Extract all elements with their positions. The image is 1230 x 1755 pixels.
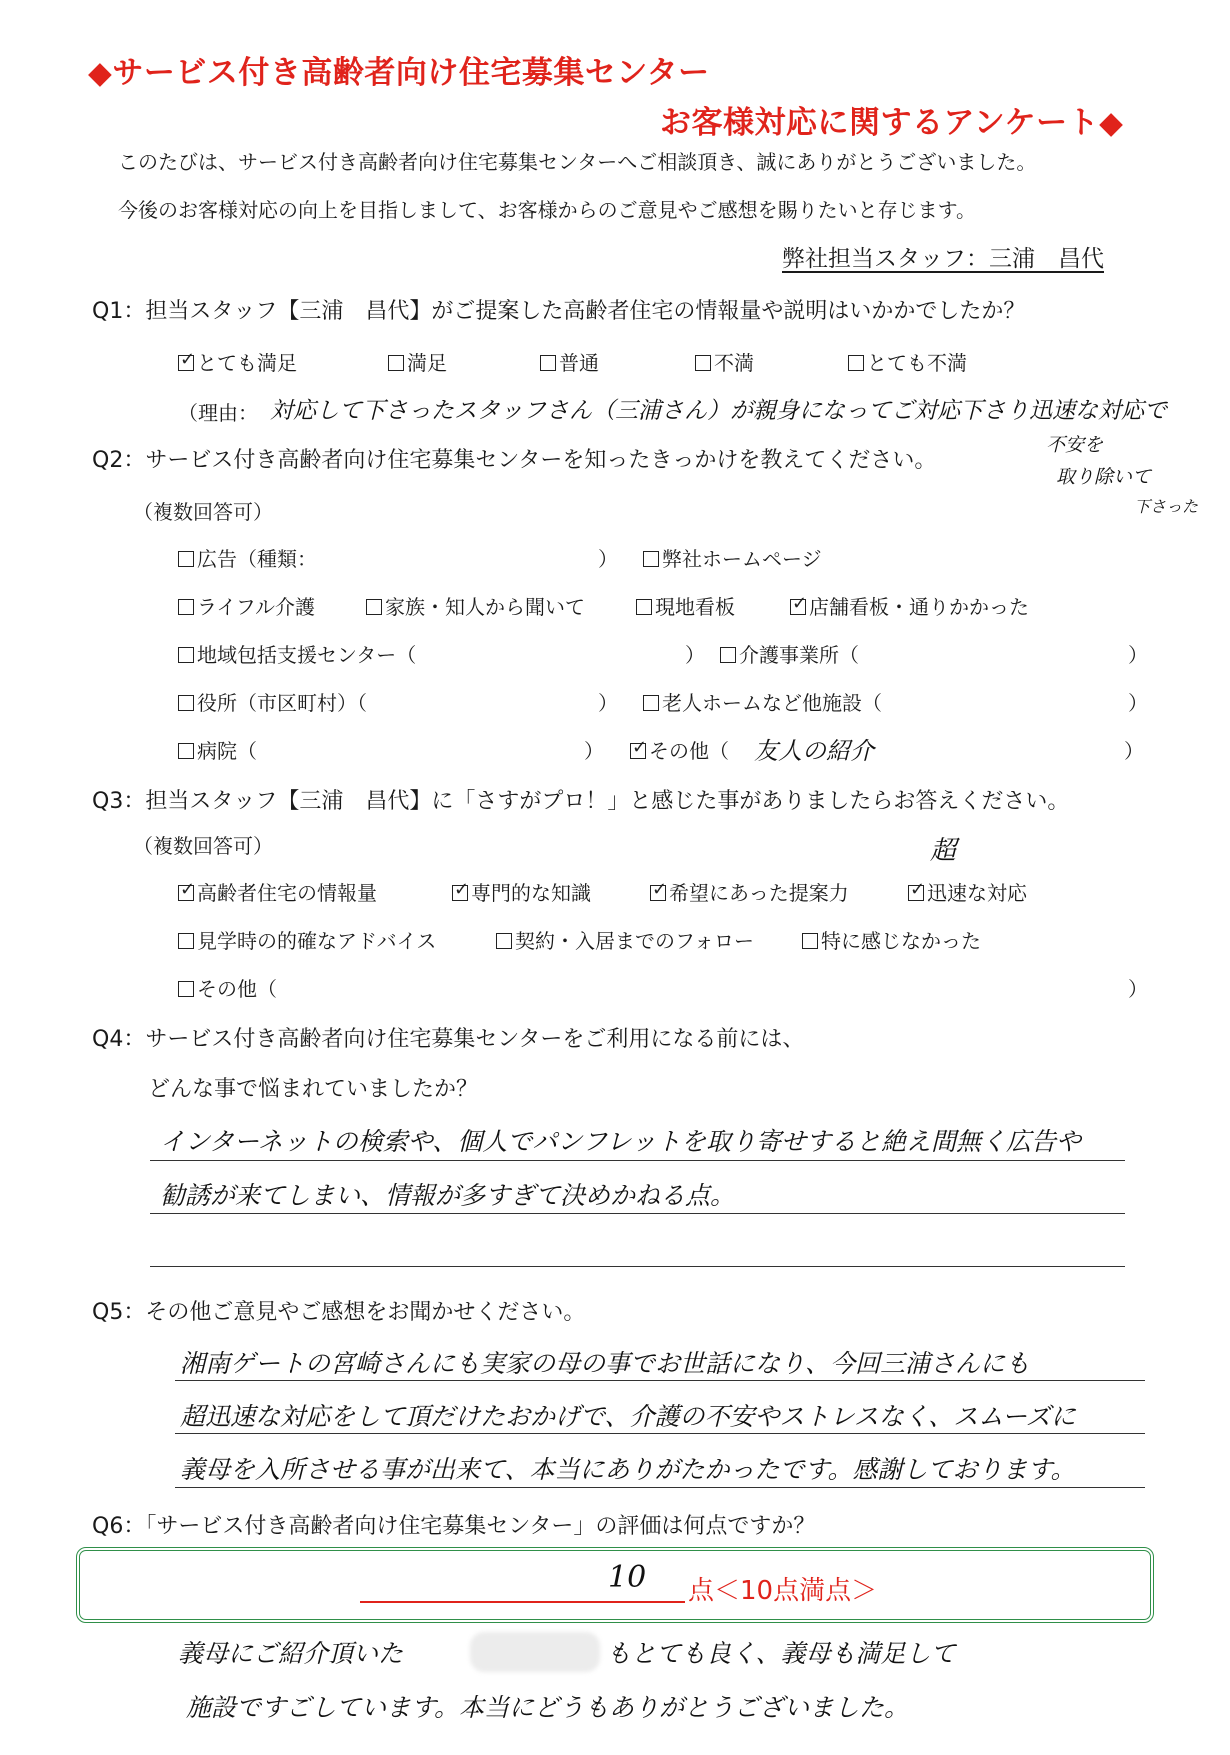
q2-other-answer: 友人の紹介	[754, 737, 874, 765]
q1-reason-cont2: 取り除いて	[1056, 466, 1152, 488]
q1-option-satisfied[interactable]: 満足	[388, 347, 447, 376]
score-underline	[360, 1601, 685, 1603]
q5-question: Q5：その他ご意見やご感想をお聞かせください。	[92, 1300, 586, 1325]
q3-multi-note: （複数回答可）	[133, 834, 273, 858]
checkbox-icon[interactable]	[496, 933, 512, 949]
checkbox-checked-icon[interactable]	[452, 885, 468, 901]
q4-answer-rule-1	[150, 1160, 1125, 1161]
q6-comment-line1a: 義母にご紹介頂いた	[178, 1639, 404, 1668]
checkbox-icon[interactable]	[178, 981, 194, 997]
q2-option-ad[interactable]: 広告（種類：	[178, 543, 317, 572]
checkbox-icon[interactable]	[366, 599, 382, 615]
checkbox-icon[interactable]	[643, 695, 659, 711]
checkbox-icon[interactable]	[720, 647, 736, 663]
checkbox-icon[interactable]	[695, 355, 711, 371]
q2-option-ad-close: ）	[598, 547, 618, 571]
q3-option-speedy[interactable]: ✓ 迅速な対応	[908, 877, 1027, 906]
q4-question-line1: Q4：サービス付き高齢者向け住宅募集センターをご利用になる前には、	[92, 1027, 805, 1052]
checkbox-checked-icon[interactable]	[630, 743, 646, 759]
q3-option-nothing[interactable]: 特に感じなかった	[802, 925, 981, 954]
q4-answer-rule-2	[150, 1213, 1125, 1214]
score-suffix: 点＜10点満点＞	[688, 1576, 878, 1606]
q3-option-other[interactable]: その他（	[178, 973, 277, 1002]
q1-option-very-satisfied[interactable]: ✓とても満足	[178, 347, 297, 376]
checkbox-icon[interactable]	[802, 933, 818, 949]
staff-name: 弊社担当スタッフ：三浦 昌代	[782, 246, 1104, 272]
q1-reason-cont3: 下さった	[1134, 497, 1199, 516]
q3-handwritten-note: 超	[930, 836, 957, 866]
q2-option-family[interactable]: 家族・知人から聞いて	[366, 591, 585, 620]
q2-option-other-facility-close: ）	[1128, 691, 1148, 715]
q3-option-proposal[interactable]: ✓ 希望にあった提案力	[650, 877, 849, 906]
q1-reason-label: （理由：	[178, 401, 258, 425]
q1-question: Q1：担当スタッフ【三浦 昌代】がご提案した高齢者住宅の情報量や説明はいかかでしたか？	[92, 299, 1026, 324]
checkbox-checked-icon[interactable]	[790, 599, 806, 615]
checkbox-icon[interactable]	[178, 647, 194, 663]
q2-option-city-office-close: ）	[598, 691, 618, 715]
q2-option-other-close: ）	[1124, 739, 1144, 763]
checkbox-icon[interactable]	[178, 743, 194, 759]
redacted-facility-name	[470, 1632, 600, 1672]
checkbox-checked-icon[interactable]	[908, 885, 924, 901]
q2-option-other[interactable]: ✓ その他（	[630, 735, 729, 764]
survey-title-line2: お客様対応に関するアンケート◆	[660, 105, 1124, 141]
q3-option-follow[interactable]: 契約・入居までのフォロー	[496, 925, 754, 954]
q2-multi-note: （複数回答可）	[133, 500, 273, 524]
checkbox-icon[interactable]	[848, 355, 864, 371]
intro-line1: このたびは、サービス付き高齢者向け住宅募集センターへご相談頂き、誠にありがとうございました。	[118, 150, 1037, 174]
q5-answer-rule-3	[175, 1487, 1145, 1488]
q1-option-very-dissatisfied[interactable]: とても不満	[848, 347, 967, 376]
q3-question: Q3：担当スタッフ【三浦 昌代】に「さすがプロ！」と感じた事がありましたらお答えください。	[92, 789, 1070, 814]
q3-option-info[interactable]: ✓高齢者住宅の情報量	[178, 877, 377, 906]
q6-comment-line2: 施設ですごしています。本当にどうもありがとうございました。	[186, 1693, 910, 1722]
checkbox-icon[interactable]	[178, 933, 194, 949]
q2-option-lifull[interactable]: ライフル介護	[178, 591, 315, 620]
q3-option-advice[interactable]: 見学時の的確なアドバイス	[178, 925, 436, 954]
checkbox-icon[interactable]	[643, 551, 659, 567]
q2-option-regional-center-close: ）	[685, 643, 705, 667]
q5-answer-line2: 超迅速な対応をして頂だけたおかげで、介護の不安やストレスなく、スムーズに	[180, 1402, 1076, 1431]
q2-option-care-office[interactable]: 介護事業所（	[720, 639, 859, 668]
checkbox-icon[interactable]	[636, 599, 652, 615]
q3-option-other-close: ）	[1128, 977, 1148, 1001]
q2-question: Q2：サービス付き高齢者向け住宅募集センターを知ったきっかけを教えてください。	[92, 448, 937, 473]
q2-option-care-office-close: ）	[1128, 643, 1148, 667]
checkbox-icon[interactable]	[178, 551, 194, 567]
q4-question-line2: どんな事で悩まれていましたか？	[148, 1077, 479, 1102]
q2-option-homepage[interactable]: 弊社ホームページ	[643, 543, 822, 572]
q5-answer-line1: 湘南ゲートの宮崎さんにも実家の母の事でお世話になり、今回三浦さんにも	[180, 1349, 1031, 1378]
q3-option-knowledge[interactable]: ✓ 専門的な知識	[452, 877, 591, 906]
q2-option-hospital-close: ）	[584, 739, 604, 763]
q1-option-normal[interactable]: 普通	[540, 347, 599, 376]
q6-question: Q6：「サービス付き高齢者向け住宅募集センター」の評価は何点ですか？	[92, 1514, 816, 1539]
checkbox-icon[interactable]	[178, 599, 194, 615]
q2-option-hospital[interactable]: 病院（	[178, 735, 257, 764]
q2-option-store-sign[interactable]: ✓ 店舗看板・通りかかった	[790, 591, 1029, 620]
q5-answer-rule-1	[175, 1380, 1145, 1381]
checkbox-checked-icon[interactable]	[178, 885, 194, 901]
q2-option-other-facility[interactable]: 老人ホームなど他施設（	[643, 687, 882, 716]
intro-line2: 今後のお客様対応の向上を目指しまして、お客様からのご意見やご感想を賜りたいと存じます。	[118, 198, 976, 222]
checkbox-icon[interactable]	[388, 355, 404, 371]
q6-comment-line1b: もとても良く、義母も満足して	[606, 1639, 956, 1668]
q5-answer-rule-2	[175, 1433, 1145, 1434]
q5-answer-line3: 義母を入所させる事が出来て、本当にありがたかったです。感謝しております。	[180, 1455, 1076, 1484]
q2-option-regional-center[interactable]: 地域包括支援センター（	[178, 639, 416, 668]
survey-title-line1: ◆サービス付き高齢者向け住宅募集センター	[88, 55, 710, 91]
q4-answer-line1: インターネットの検索や、個人でパンフレットを取り寄せすると絶え間無く広告や	[160, 1127, 1082, 1156]
q4-answer-line2: 勧誘が来てしまい、情報が多すぎて決めかねる点。	[160, 1181, 736, 1210]
q1-reason-text: 対応して下さったスタッフさん（三浦さん）が親身になってご対応下さり迅速な対応で	[270, 398, 1167, 424]
q2-option-city-office[interactable]: 役所（市区町村）（	[178, 687, 367, 716]
checkbox-checked-icon[interactable]	[178, 355, 194, 371]
q2-option-local-sign[interactable]: 現地看板	[636, 591, 735, 620]
q4-answer-rule-3	[150, 1266, 1125, 1267]
q1-option-dissatisfied[interactable]: 不満	[695, 347, 754, 376]
checkbox-checked-icon[interactable]	[650, 885, 666, 901]
q1-reason-cont1: 不安を	[1046, 434, 1104, 456]
checkbox-icon[interactable]	[178, 695, 194, 711]
checkbox-icon[interactable]	[540, 355, 556, 371]
score-value: 10	[608, 1560, 647, 1595]
